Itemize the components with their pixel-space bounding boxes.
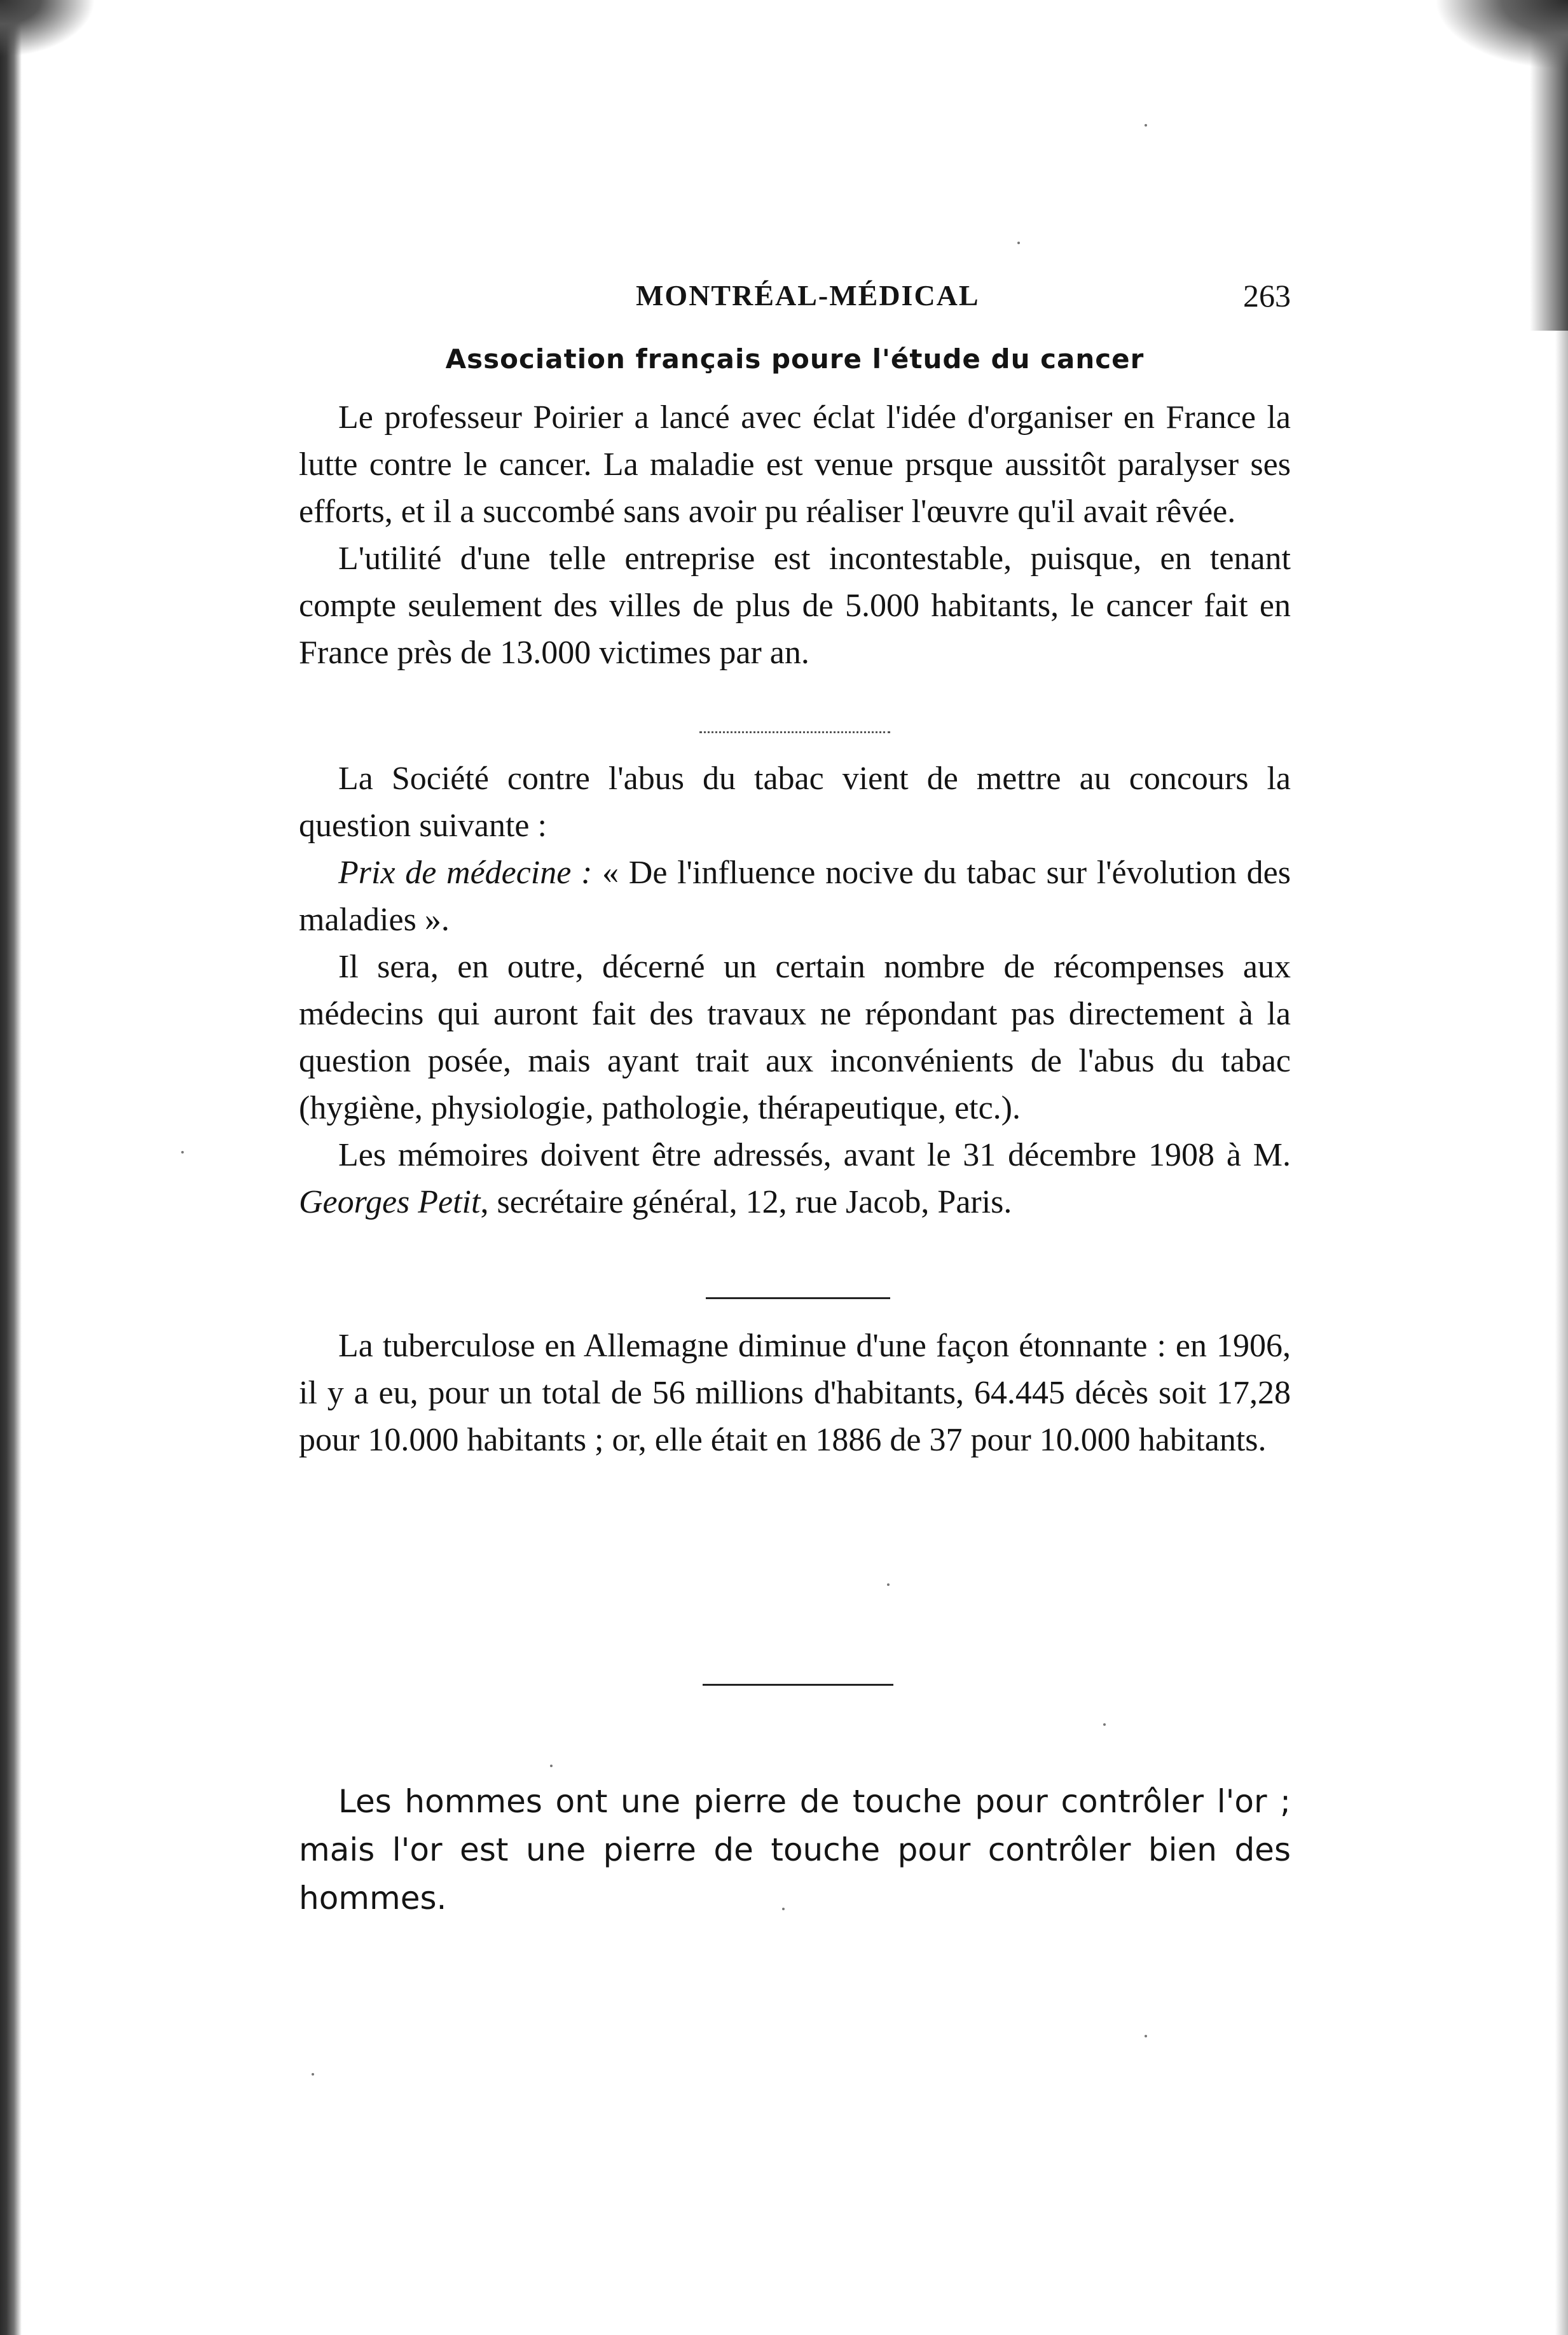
scan-speck bbox=[887, 1583, 890, 1586]
scan-speck bbox=[1145, 2035, 1147, 2037]
scan-edge-top-left bbox=[0, 0, 95, 57]
scan-speck bbox=[1145, 124, 1147, 127]
prize-text: « De l'influence nocive du tabac sur l'évolution des maladies ». bbox=[299, 855, 1291, 938]
separator-dotted bbox=[699, 731, 890, 733]
article-cancer-body bbox=[299, 394, 1291, 677]
closing-quote bbox=[299, 1777, 1291, 1922]
paragraph: La Société contre l'abus du tabac vient de mettre au concours la question suivante : bbox=[299, 761, 1291, 844]
running-title: MONTRÉAL-MÉDICAL bbox=[636, 279, 980, 312]
secretary-name: Georges Petit bbox=[299, 1184, 481, 1220]
scan-edge-top-right bbox=[1434, 0, 1568, 70]
prize-label: Prix de médecine : bbox=[338, 855, 593, 891]
separator-rule bbox=[703, 1684, 893, 1686]
scan-speck bbox=[1103, 1723, 1106, 1726]
scan-speck bbox=[1017, 242, 1020, 244]
scan-speck bbox=[550, 1765, 553, 1767]
memoires-text: Les mémoires doivent être adressés, avant le 31 décembre 1908 à M. bbox=[338, 1137, 1291, 1173]
article-tabac-body bbox=[299, 755, 1291, 1226]
page-number: 263 bbox=[1243, 278, 1291, 313]
article-title-cancer: Association français poure l'étude du cancer bbox=[445, 343, 1145, 375]
scan-edge-right bbox=[1555, 331, 1568, 2335]
running-head bbox=[299, 272, 1291, 323]
scan-edge-left bbox=[0, 0, 22, 2335]
quote-text: Les hommes ont une pierre de touche pour contrôler l'or ; mais l'or est une pierre de touche pour contrôler bien des hommes. bbox=[299, 1783, 1291, 1917]
memoires-address: , secrétaire général, 12, rue Jacob, Paris. bbox=[480, 1184, 1012, 1220]
scan-speck bbox=[181, 1151, 184, 1154]
separator-rule bbox=[706, 1297, 890, 1299]
paragraph: Le professeur Poirier a lancé avec éclat l'idée d'organiser en France la lutte contre le cancer. La maladie est venue prsque aussitôt paralyser ses efforts, et il a succombé sans avoir pu réaliser l'œuvre qu'il avait rêvée. bbox=[299, 399, 1291, 530]
article-tuberculose-body bbox=[299, 1323, 1291, 1464]
paragraph-prize bbox=[299, 850, 1291, 944]
paragraph: La tuberculose en Allemagne diminue d'une façon étonnante : en 1906, il y a eu, pour un total de 56 millions d'habitants, 64.445 décès soit 17,28 pour 10.000 habitants ; or, elle était en 1886 de 37 pour 10.000 habitants. bbox=[299, 1328, 1291, 1458]
paragraph: L'utilité d'une telle entreprise est incontestable, puisque, en tenant compte seulement des villes de plus de 5.000 habitants, le cancer fait en France près de 13.000 victimes par an. bbox=[299, 541, 1291, 671]
scan-speck bbox=[312, 2073, 314, 2076]
paragraph-memoires bbox=[299, 1132, 1291, 1226]
paragraph: Il sera, en outre, décerné un certain nombre de récompenses aux médecins qui auront fait des travaux ne répondant pas directement à la question posée, mais ayant trait aux inconvénients de l'abus du tabac (hygiène, physiologie, pathologie, thérapeutique, etc.). bbox=[299, 949, 1291, 1126]
